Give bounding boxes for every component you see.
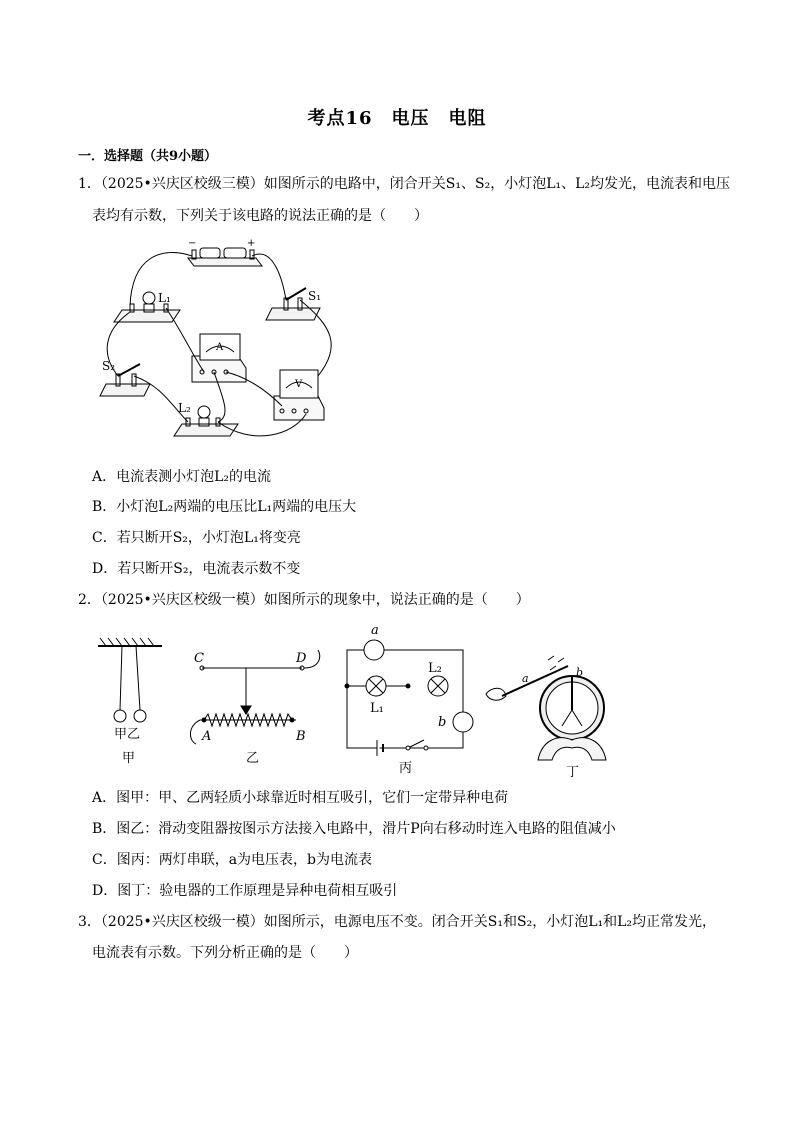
question-2-option-d: D．图丁：验电器的工作原理是异种电荷相互吸引: [92, 883, 398, 899]
question-2-figures: [92, 616, 612, 778]
question-2-line1: 2．（2025•兴庆区校级一模）如图所示的现象中，说法正确的是（ ）: [78, 592, 530, 608]
figure-ding: [486, 656, 606, 760]
question-2-option-b: B．图乙：滑动变阻器按图示方法接入电路中，滑片P向右移动时连入电路的阻值减小: [92, 821, 616, 837]
label-b-point: B: [296, 729, 306, 744]
question-2-option-a: A．图甲：甲、乙两轻质小球靠近时相互吸引，它们一定带异种电荷: [92, 790, 509, 806]
question-1-option-d: D．若只断开S₂，电流表示数不变: [92, 561, 301, 577]
label-ding: 丁: [566, 765, 580, 778]
question-2-option-c: C．图丙：两灯串联，a为电压表，b为电流表: [92, 852, 373, 868]
label-meter-b: b: [438, 715, 447, 730]
label-ding-b: b: [576, 666, 584, 679]
section-heading: 一．选择题（共9小题）: [78, 149, 218, 164]
question-1-line1: 1．（2025•兴庆区校级三模）如图所示的电路中，闭合开关S₁、S₂，小灯泡L₁、L₂均发光，电流表和电压: [78, 176, 731, 192]
label-voltmeter: V: [295, 379, 303, 390]
question-1-option-c: C．若只断开S₂，小灯泡L₁将变亮: [92, 530, 301, 546]
voltmeter-icon: [274, 370, 324, 420]
page-title: 考点16 电压 电阻: [307, 108, 487, 129]
battery-icon: [188, 248, 262, 266]
label-s1: S₁: [308, 289, 322, 303]
label-jia-balls: 甲乙: [114, 727, 141, 742]
label-s2: S₂: [102, 359, 116, 373]
figure-bing: [345, 640, 473, 756]
question-1-line2: 表均有示数，下列关于该电路的说法正确的是（ ）: [92, 208, 428, 224]
label-a-point: A: [202, 729, 212, 744]
label-bing-l1: L₁: [370, 701, 384, 716]
label-jia: 甲: [122, 751, 136, 766]
question-1-option-a: A．电流表测小灯泡L₂的电流: [92, 469, 272, 485]
label-d: D: [296, 651, 307, 666]
label-ding-a: a: [522, 672, 529, 685]
label-plus: +: [247, 238, 256, 249]
label-meter-a: a: [371, 623, 379, 638]
label-bing: 丙: [399, 761, 413, 776]
label-bing-l2: L₂: [428, 661, 442, 676]
question-1-option-b: B．小灯泡L₂两端的电压比L₁两端的电压大: [92, 499, 357, 515]
label-c: C: [194, 651, 204, 666]
label-l1: L₁: [158, 291, 171, 305]
question-1-circuit-figure: [92, 236, 352, 448]
label-minus: −: [188, 238, 197, 249]
label-yi: 乙: [246, 751, 260, 766]
question-3-line2: 电流表有示数。下列分析正确的是（ ）: [92, 945, 358, 961]
figure-jia: [98, 638, 162, 722]
label-l2: L₂: [178, 401, 191, 415]
question-3-line1: 3．（2025•兴庆区校级一模）如图所示，电源电压不变。闭合开关S₁和S₂，小灯泡L₁和L₂均正常发光，: [78, 914, 717, 930]
label-ammeter: A: [216, 342, 224, 353]
